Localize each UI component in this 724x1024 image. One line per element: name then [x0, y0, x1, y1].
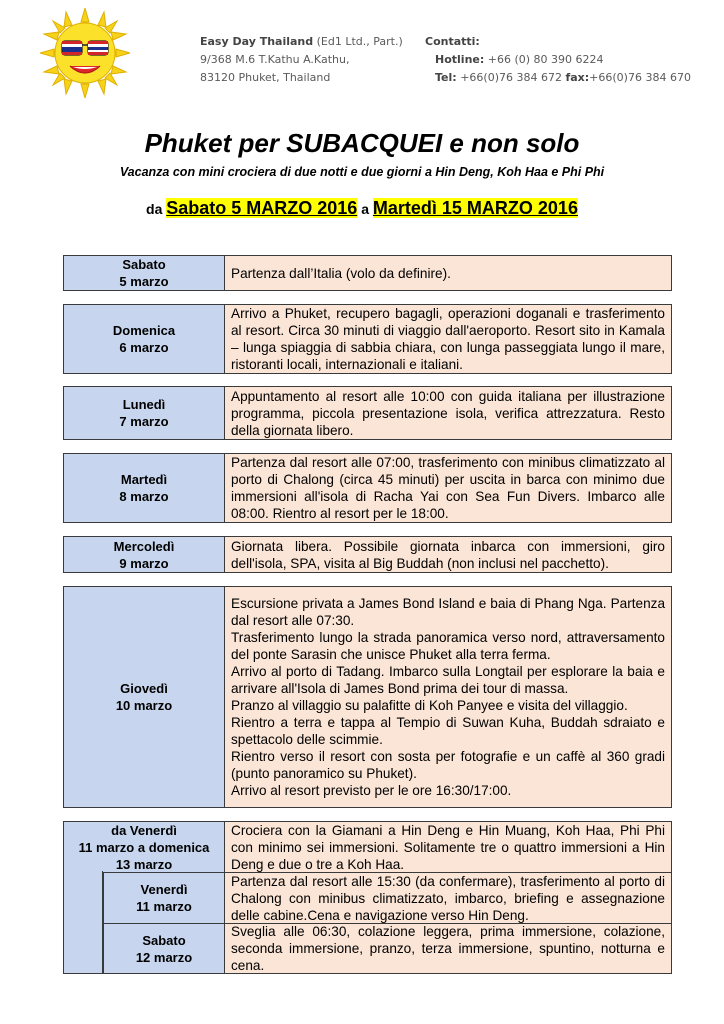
- description-text: Arrivo a Phuket, recupero bagagli, operazioni doganali e trasferimento al resort. Circa 30 minuti di viaggio dall'aeroporto. Resort sito in Kamala – lunga spiaggia di sabbia chiara, con lunga passeggiata lungo il mare, ristoranti locali, internazionali e italiani.: [231, 306, 665, 372]
- from-label: da: [146, 201, 163, 217]
- day-cell: [64, 537, 225, 572]
- description-cell: [225, 387, 671, 439]
- itinerary-row: [63, 255, 672, 291]
- day-name: Domenica: [112, 323, 176, 338]
- itinerary-row: [63, 386, 672, 440]
- to-label: a: [361, 201, 369, 217]
- description-line: Trasferimento lungo la strada panoramica verso nord, attraversamento del ponte Sarasin che unisce Phuket alla terra ferma.: [231, 630, 665, 662]
- description-cell: [225, 305, 671, 373]
- page-subtitle: Vacanza con mini crociera di due notti e due giorni a Hin Deng, Koh Haa e Phi Phi: [119, 165, 605, 179]
- description-cell: [225, 256, 671, 290]
- day-date-end: 13 marzo: [115, 856, 173, 872]
- address-line1: 9/368 M.6 T.Kathu A.Kathu,: [200, 53, 350, 66]
- day-name: Giovedì: [120, 681, 168, 696]
- description-line: Rientro verso il resort con sosta per fotografie e un caffè al 360 gradi (punto panoramico su Phuket).: [231, 749, 665, 781]
- description-cell: [225, 822, 671, 872]
- day-cell: [104, 873, 225, 923]
- contacts-info: [425, 33, 691, 87]
- day-name: Venerdì: [140, 882, 188, 897]
- fax-label: fax:: [565, 71, 590, 84]
- day-cell: [104, 924, 225, 973]
- day-name: Mercoledì: [113, 538, 175, 554]
- description-text: Giornata libera. Possibile giornata inbarca con immersioni, giro dell'isola, SPA, visita al Big Buddah (non inclusi nel pacchetto).: [231, 538, 665, 571]
- description-cell: [225, 924, 671, 973]
- day-name: Sabato: [142, 932, 186, 948]
- itinerary-row: [63, 453, 672, 523]
- day-name: da Venerdì: [111, 822, 177, 838]
- itinerary-row: [63, 586, 672, 808]
- company-name: Easy Day Thailand: [200, 35, 314, 48]
- tel-label: Tel:: [435, 71, 457, 84]
- day-date: 9 marzo: [119, 555, 169, 571]
- description-cell: [225, 454, 671, 522]
- description-cell: [225, 537, 671, 572]
- company-info: [200, 33, 403, 87]
- description-text: Partenza dal resort alle 15:30 (da confermare), trasferimento al porto di Chalong con minibus climatizzato, imbarco, briefing e assegnazione delle cabine.Cena e navigazione verso Hin Deng.: [231, 873, 665, 923]
- description-cell: [225, 587, 671, 807]
- day-cell: [64, 587, 225, 807]
- itinerary-row: [63, 821, 672, 873]
- itinerary-row: [63, 304, 672, 374]
- day-date: 11 marzo: [136, 899, 192, 914]
- sun-logo: [40, 8, 130, 98]
- description-cell: [225, 873, 671, 923]
- company-suffix: (Ed1 Ltd., Part.): [316, 35, 403, 48]
- cruise-sub-itinerary: [63, 871, 672, 974]
- page-title: Phuket per SUBACQUEI e non solo: [144, 128, 580, 158]
- day-date: 7 marzo: [119, 414, 169, 429]
- sub-itinerary-indent: [63, 871, 103, 974]
- day-date: 6 marzo: [119, 340, 169, 355]
- description-line: Escursione privata a James Bond Island e baia di Phang Nga. Partenza dal resort alle 07:30.: [231, 596, 665, 628]
- fax-value: +66(0)76 384 670: [589, 71, 691, 84]
- day-cell: [64, 822, 225, 872]
- description-line: Rientro a terra e tappa al Tempio di Suwan Kuha, Buddah sdraiato e spettacolo delle scimmie.: [231, 715, 665, 747]
- day-cell: [64, 454, 225, 522]
- address-line2: 83120 Phuket, Thailand: [200, 71, 331, 84]
- company-name-line: [200, 33, 403, 51]
- hotline-value: +66 (0) 80 390 6224: [487, 53, 604, 66]
- day-date: 11 marzo a domenica: [78, 839, 210, 855]
- sub-itinerary-row: [103, 923, 672, 974]
- sub-itinerary-row: [103, 872, 672, 924]
- day-name: Sabato: [122, 257, 166, 272]
- itinerary-row: [63, 536, 672, 573]
- hotline-label: Hotline:: [435, 53, 485, 66]
- description-text: Sveglia alle 06:30, colazione leggera, prima immersione, colazione, seconda immersione, pranzo, terza immersione, spuntino, notturna e cena.: [231, 924, 665, 973]
- description-line: Arrivo al porto di Tadang. Imbarco sulla Longtail per esplorare la baia e arrivare all'Isola di James Bond prima dei tour di massa.: [231, 664, 665, 696]
- day-cell: [64, 305, 225, 373]
- date-range: [0, 198, 724, 219]
- to-date: Martedì 15 MARZO 2016: [372, 198, 578, 218]
- day-name: Martedì: [120, 472, 168, 487]
- contacts-label: Contatti:: [425, 35, 480, 48]
- from-date: Sabato 5 MARZO 2016: [166, 198, 358, 218]
- tel-value: +66(0)76 384 672: [460, 71, 562, 84]
- day-date: 8 marzo: [119, 489, 169, 504]
- day-cell: [64, 256, 225, 290]
- day-cell: [64, 387, 225, 439]
- description-text: Partenza dal resort alle 07:00, trasferimento con minibus climatizzato al porto di Chalong (circa 45 minuti) per uscita in barca con minimo due immersioni all'isola di Racha Yai con Sea Fun Divers. Imbarco alle 08:00. Rientro al resort per le 18:00.: [231, 455, 665, 521]
- day-name: Lunedì: [122, 397, 166, 412]
- day-date: 10 marzo: [115, 698, 173, 713]
- description-line: Pranzo al villaggio su palafitte di Koh Panyee e visita del villaggio.: [231, 698, 628, 713]
- description-text: Crociera con la Giamani a Hin Deng e Hin Muang, Koh Haa, Phi Phi con minimo sei immersioni. Solitamente tre o quattro immersioni a Hin Deng e due o tre a Koh Haa.: [231, 822, 665, 872]
- day-date: 5 marzo: [119, 274, 169, 289]
- day-date: 12 marzo: [135, 949, 193, 965]
- description-text: Appuntamento al resort alle 10:00 con guida italiana per illustrazione programma, piccola presentazione isola, verifica attrezzatura. Resto della giornata libero.: [231, 388, 665, 438]
- description-line: Arrivo al resort previsto per le ore 16:30/17:00.: [231, 783, 512, 798]
- description-text: Partenza dall’Italia (volo da definire).: [231, 265, 451, 281]
